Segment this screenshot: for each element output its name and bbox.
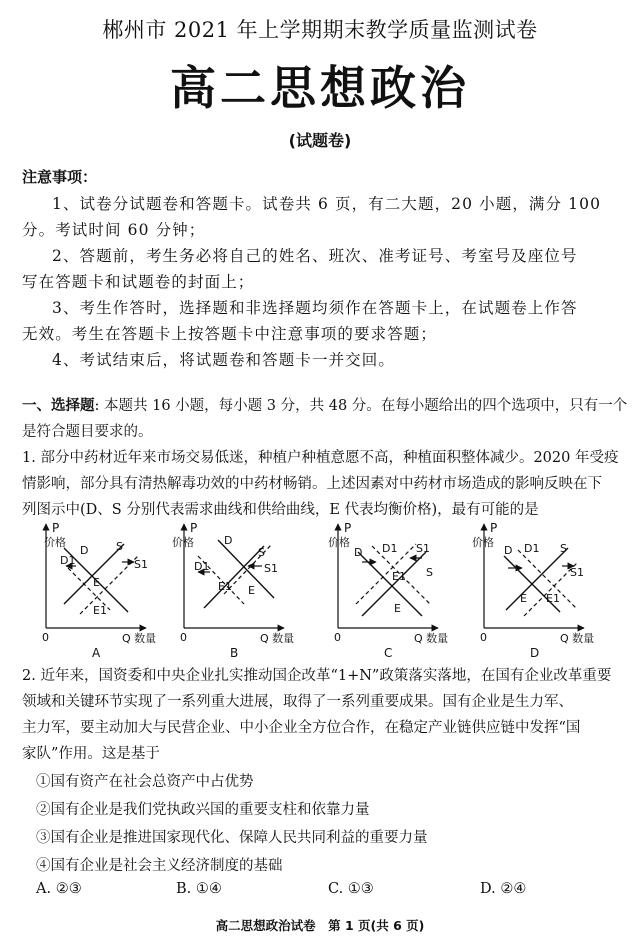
option-label: C [384, 646, 393, 660]
q2-statement: ②国有企业是我们党执政兴国的重要支柱和依靠力量 [36, 802, 370, 818]
curve-label: D [224, 534, 233, 547]
curve-label: S1 [416, 542, 430, 555]
q2-statement: ④国有企业是社会主义经济制度的基础 [36, 858, 283, 874]
axis-label-p: P [190, 521, 198, 535]
price-label: 价格 [44, 536, 66, 549]
option-label: D [530, 646, 540, 660]
q1-text: 情影响，部分具有清热解毒功效的中药材畅销。上述因素对中药材市场造成的影响反映在下 [22, 476, 602, 492]
section-desc-2: 是符合题目要求的。 [22, 424, 153, 440]
q2-text: 领域和关键环节实现了一系列重大进展，取得了一系列重要成果。国有企业是生力军、 [22, 694, 573, 710]
graph-b [172, 521, 294, 660]
q1-text: 1. 部分中药材近年来市场交易低迷，种植户种植意愿不高，种植面积整体减少。2020 年受疫 [22, 450, 619, 466]
section-desc: : 本题共 16 小题，每小题 3 分，共 48 分。在每小题给出的四个选项中，只有一个 [94, 398, 628, 414]
axis-label-p: P [344, 521, 352, 535]
answer-option-d: D. ②④ [480, 881, 527, 897]
option-label: A [92, 646, 101, 660]
subject-title: 高二思想政治 [170, 61, 470, 115]
answer-option-c: C. ①③ [328, 881, 374, 897]
q2-text: 2. 近年来，国资委和中央企业扎实推动国企改革“1+N”政策落实落地，在国有企业改革重要 [22, 668, 612, 684]
q2-statement: ③国有企业是推进国家现代化、保障人民共同利益的重要力量 [36, 830, 428, 846]
equilibrium-label: E [394, 602, 401, 615]
paper-type: (试题卷) [288, 131, 352, 150]
curve-label: D1 [60, 554, 76, 567]
curve-label: D1 [382, 542, 398, 555]
quantity-label: Q 数量 [414, 632, 449, 645]
axis-label-p: P [490, 521, 498, 535]
equilibrium-label: E [93, 576, 100, 589]
equilibrium-label: E [248, 584, 255, 597]
curve-label: S [426, 566, 433, 579]
supply-curve [204, 546, 264, 608]
q1-text: 列图示中(D、S 分别代表需求曲线和供给曲线，E 代表均衡价格)，最有可能的是 [22, 502, 539, 518]
origin-label: 0 [334, 631, 341, 644]
answer-option-a: A. ②③ [36, 881, 82, 897]
notice-line: 2、答题前，考生务必将自己的姓名、班次、准考证号、考室号及座位号 [52, 247, 578, 265]
curve-label: D1 [524, 542, 540, 555]
quantity-label: Q 数量 [122, 632, 157, 645]
notice-line: 1、试卷分试题卷和答题卡。试卷共 6 页，有二大题，20 小题，满分 100 [52, 195, 602, 213]
notice-line: 3、考生作答时，选择题和非选择题均须作在答题卡上，在试题卷上作答 [52, 299, 578, 317]
curve-label: S1 [570, 566, 584, 579]
exam-title: 郴州市 2021 年上学期期末教学质量监测试卷 [102, 18, 538, 42]
graph-c [328, 521, 448, 660]
curve-label: S [560, 542, 567, 555]
notice-line: 写在答题卡和试题卷的封面上； [22, 273, 255, 291]
price-label: 价格 [472, 536, 494, 549]
option-label: B [230, 646, 239, 660]
curve-label: D1 [194, 560, 210, 573]
supply-curve [64, 544, 124, 604]
section-heading: 一、选择题 [22, 397, 95, 414]
page-footer: 高二思想政治试卷 第 1 页(共 6 页) [215, 918, 425, 933]
graph-d [472, 521, 594, 660]
q2-text: 家队”作用。这是基于 [22, 746, 160, 762]
equilibrium-label: E1 [218, 580, 232, 593]
curve-label: D [80, 544, 89, 557]
section-intro [22, 394, 627, 415]
origin-label: 0 [480, 631, 487, 644]
curve-label: D [354, 546, 363, 559]
notice-line: 无效。考生在答题卡上按答题卡中注意事项的要求答题； [22, 325, 438, 343]
equilibrium-label: E1 [392, 570, 406, 583]
equilibrium-label: E1 [546, 592, 560, 605]
origin-label: 0 [180, 631, 187, 644]
supply-curve-shifted [80, 556, 138, 614]
curve-label: S [258, 546, 265, 559]
graph-a [42, 521, 156, 660]
notice-line: 4、考试结束后，将试题卷和答题卡一并交回。 [52, 351, 395, 369]
answer-option-b: B. ①④ [176, 881, 222, 897]
q1-graphs [0, 516, 640, 666]
price-label: 价格 [328, 536, 350, 549]
curve-label: D [504, 544, 513, 557]
q2-statement: ①国有资产在社会总资产中占优势 [36, 774, 254, 790]
quantity-label: Q 数量 [560, 632, 595, 645]
q2-text: 主力军，要主动加大与民营企业、中小企业全方位合作，在稳定产业链供应链中发挥“国 [22, 720, 581, 736]
curve-label: S1 [264, 562, 278, 575]
notice-line: 分。考试时间 60 分钟； [22, 221, 206, 239]
curve-label: S1 [134, 558, 148, 571]
quantity-label: Q 数量 [260, 632, 295, 645]
equilibrium-label: E1 [93, 604, 107, 617]
origin-label: 0 [42, 631, 49, 644]
curve-label: S [116, 540, 123, 553]
notice-heading: 注意事项： [22, 168, 98, 186]
equilibrium-label: E [520, 592, 527, 605]
axis-label-p: P [52, 521, 60, 535]
price-label: 价格 [172, 536, 194, 549]
